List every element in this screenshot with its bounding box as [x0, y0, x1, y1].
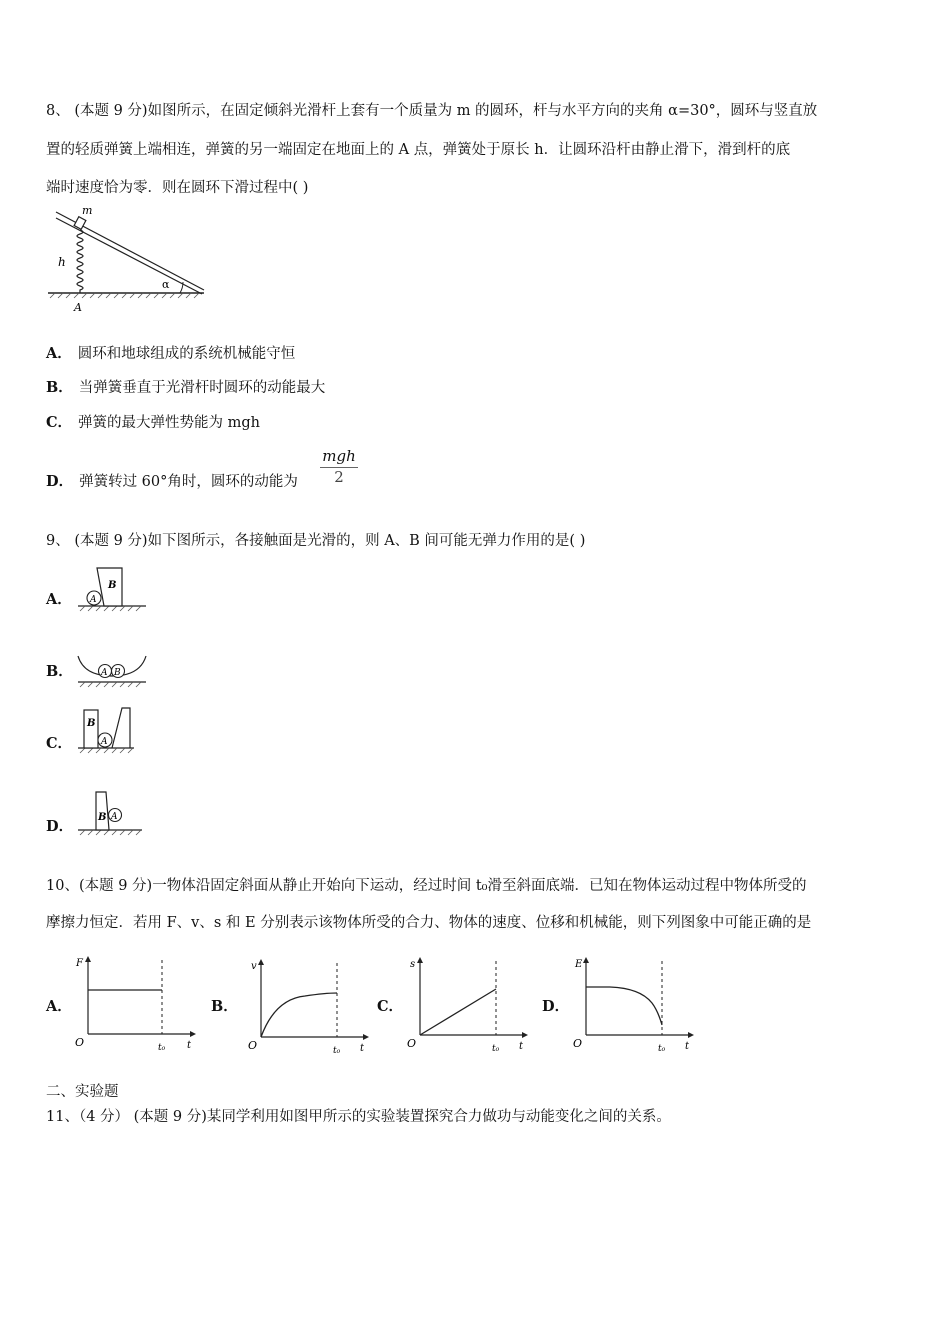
svg-text:O: O — [407, 1037, 417, 1050]
svg-text:O: O — [75, 1036, 85, 1049]
q8-fig-A-label: A — [74, 301, 82, 314]
q8-option-c: C． 弹簧的最大弹性势能为 mgh — [46, 414, 261, 431]
q10-option-b-label: B． — [211, 998, 238, 1015]
q8-line-1: 8、 (本题 9 分)如图所示，在固定倾斜光滑杆上套有一个质量为 m 的圆环，杆与水平方向的夹角 α=30°，圆环与竖直放 — [46, 103, 818, 119]
q8-line-2: 置的轻质弹簧上端相连，弹簧的另一端固定在地面上的 A 点，弹簧处于原长 h．让圆环沿杆由静止滑下，滑到杆的底 — [46, 142, 791, 158]
svg-text:t: t — [187, 1040, 192, 1051]
q9-option-d-label: D． — [46, 818, 74, 835]
q10-option-c-label: C． — [377, 998, 404, 1015]
fraction-denominator: 2 — [320, 467, 358, 486]
q8-line-3: 端时速度恰为零．则在圆环下滑过程中( ) — [46, 180, 309, 196]
svg-text:A: A — [90, 595, 97, 605]
q8-fig-alpha-label: α — [162, 278, 170, 291]
svg-text:A: A — [101, 668, 108, 678]
q9-figure-c — [76, 704, 148, 754]
svg-text:A: A — [111, 812, 118, 822]
svg-text:t: t — [360, 1043, 365, 1054]
q9-figure-b — [76, 652, 148, 690]
q10-graph-b — [245, 955, 370, 1059]
q8-fig-h-label: h — [58, 255, 66, 269]
svg-text:B: B — [98, 812, 107, 823]
q10-line-2: 摩擦力恒定．若用 F、v、s 和 E 分别表示该物体所受的合力、物体的速度、位移和机械能，则下列图象中可能正确的是 — [46, 915, 812, 931]
svg-text:t: t — [685, 1041, 690, 1052]
svg-text:B: B — [87, 718, 96, 729]
q9-line-1: 9、 (本题 9 分)如下图所示，各接触面是光滑的，则 A、B 间可能无弹力作用的是( ) — [46, 533, 586, 549]
svg-text:B: B — [114, 668, 121, 678]
q10-option-a-label: A． — [46, 998, 72, 1015]
q8-fraction — [320, 447, 358, 486]
q11-line-1: 11、（4 分） (本题 9 分)某同学利用如图甲所示的实验装置探究合力做功与动能变化之间的关系。 — [46, 1109, 671, 1125]
svg-text:t₀: t₀ — [158, 1043, 166, 1053]
svg-text:O: O — [248, 1039, 258, 1052]
q9-figure-d — [76, 786, 148, 836]
svg-text:E: E — [575, 959, 583, 970]
q9-figure-a — [76, 566, 148, 612]
q9-option-a-label: A． — [46, 591, 72, 608]
svg-text:t₀: t₀ — [658, 1044, 666, 1054]
q10-graph-d — [570, 953, 695, 1057]
q10-graph-a — [72, 952, 197, 1056]
q10-option-d-label: D． — [542, 998, 570, 1015]
q10-line-1: 10、(本题 9 分)一物体沿固定斜面从静止开始向下运动，经过时间 t₀滑至斜面底端．已知在物体运动过程中物体所受的 — [46, 878, 807, 894]
svg-text:s: s — [410, 959, 416, 970]
q8-option-b: B． 当弹簧垂直于光滑杆时圆环的动能最大 — [46, 379, 326, 396]
svg-text:t₀: t₀ — [492, 1044, 500, 1054]
q8-figure — [44, 204, 219, 314]
svg-text:t₀: t₀ — [333, 1046, 341, 1056]
svg-text:A: A — [101, 737, 108, 747]
svg-text:v: v — [251, 961, 257, 972]
q8-option-d: D． 弹簧转过 60°角时，圆环的动能为 — [46, 473, 298, 490]
svg-text:t: t — [519, 1041, 524, 1052]
q9-option-c-label: C． — [46, 735, 73, 752]
svg-text:O: O — [573, 1037, 583, 1050]
svg-text:B: B — [108, 580, 117, 591]
q8-option-a: A． 圆环和地球组成的系统机械能守恒 — [46, 345, 296, 362]
q10-graph-c — [404, 953, 529, 1057]
q9-option-b-label: B． — [46, 663, 73, 680]
fraction-numerator: mgh — [322, 447, 356, 465]
section-title: 二、实验题 — [46, 1084, 119, 1100]
svg-text:F: F — [76, 958, 83, 969]
q8-fig-m-label: m — [82, 204, 93, 217]
